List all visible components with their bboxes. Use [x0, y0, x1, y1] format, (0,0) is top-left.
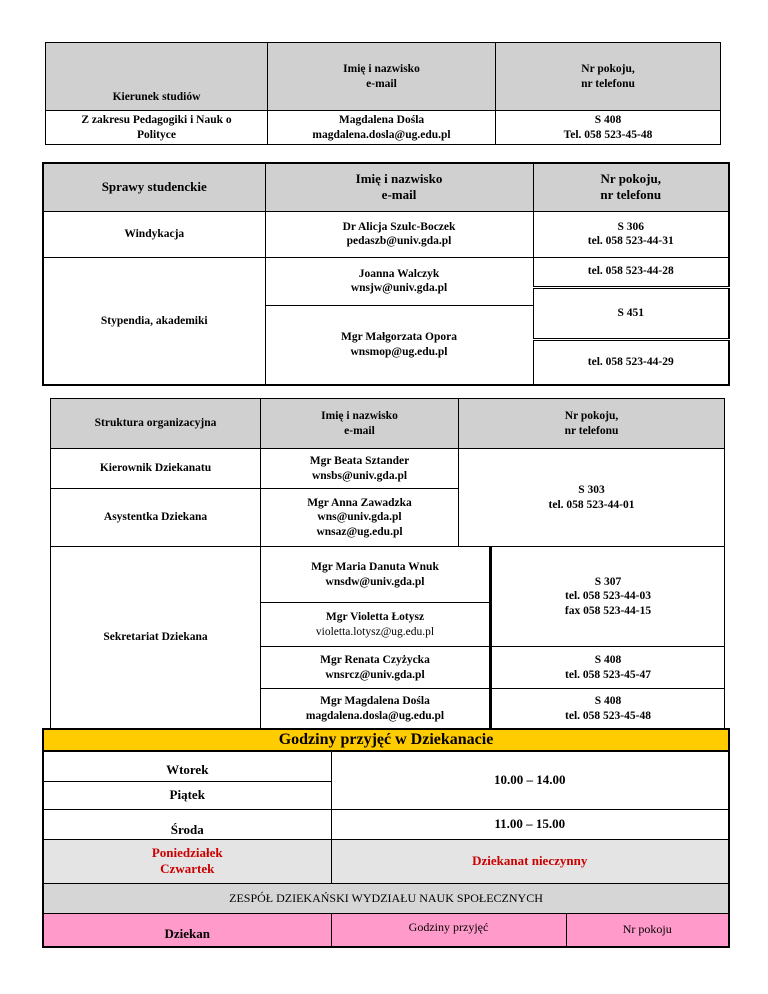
- header-imie: Imię i nazwisko e-mail: [261, 399, 459, 449]
- cell-shared-room: S 303 tel. 058 523-44-01: [459, 449, 725, 547]
- cell-stypendia-person1: Joanna Walczyk wnsjw@univ.gda.pl: [265, 257, 533, 305]
- team-col-godziny: Godziny przyjęć: [331, 913, 566, 947]
- cell-kierunek: Z zakresu Pedagogiki i Nauk o Polityce: [46, 111, 268, 145]
- table-struktura: [50, 398, 725, 729]
- cell-windykacja: Windykacja: [43, 211, 265, 257]
- day-piatek: Piątek: [43, 781, 331, 809]
- cell-kierownik-person: Mgr Beata Sztander wnsbs@univ.gda.pl: [261, 449, 459, 489]
- header-imie: Imię i nazwisko e-mail: [268, 43, 496, 111]
- header-kierunek: Kierunek studiów: [46, 43, 268, 111]
- cell-stypendia-person2: Mgr Małgorzata Opora wnsmop@ug.edu.pl: [265, 305, 533, 385]
- cell-stypendia: Stypendia, akademiki: [43, 257, 265, 385]
- hours-range-2: 11.00 – 15.00: [331, 809, 729, 839]
- team-col-pokoj: Nr pokoju: [566, 913, 729, 947]
- cell-room: S 408 Tel. 058 523-45-48: [496, 111, 721, 145]
- header-sprawy: Sprawy studenckie: [43, 163, 265, 211]
- table-kierunek-studiow: [45, 42, 721, 145]
- cell-stypendia-phone1: tel. 058 523-44-28: [533, 257, 729, 287]
- cell-asystentka: Asystentka Dziekana: [51, 489, 261, 547]
- table-godziny: [42, 728, 730, 948]
- day-sroda: Środa: [43, 809, 331, 839]
- closed-text: Dziekanat nieczynny: [331, 839, 729, 883]
- header-pokoj: Nr pokoju, nr telefonu: [496, 43, 721, 111]
- cell-sekretariat-p1: Mgr Maria Danuta Wnuk wnsdw@univ.gda.pl: [261, 547, 491, 603]
- cell-sekretariat-p2: Mgr Violetta Łotysz violetta.lotysz@ug.edu.pl: [261, 603, 491, 647]
- cell-sekretariat-p12-room: S 307 tel. 058 523-44-03 fax 058 523-44-15: [491, 547, 725, 647]
- hours-title: Godziny przyjęć w Dziekanacie: [43, 729, 729, 751]
- cell-person: Magdalena Dośla magdalena.dosla@ug.edu.pl: [268, 111, 496, 145]
- cell-stypendia-room: S 451: [533, 287, 729, 339]
- team-col-dziekan: Dziekan: [43, 913, 331, 947]
- cell-windykacja-room: S 306 tel. 058 523-44-31: [533, 211, 729, 257]
- cell-windykacja-person: Dr Alicja Szulc-Boczek pedaszb@univ.gda.pl: [265, 211, 533, 257]
- header-pokoj: Nr pokoju, nr telefonu: [533, 163, 729, 211]
- day-wtorek: Wtorek: [43, 751, 331, 781]
- cell-sekretariat: Sekretariat Dziekana: [51, 547, 261, 729]
- cell-sekretariat-p4: Mgr Magdalena Dośla magdalena.dosla@ug.edu.pl: [261, 689, 491, 729]
- cell-sekretariat-p4-room: S 408 tel. 058 523-45-48: [491, 689, 725, 729]
- team-title: ZESPÓŁ DZIEKAŃSKI WYDZIAŁU NAUK SPOŁECZNYCH: [43, 883, 729, 913]
- cell-sekretariat-p3-room: S 408 tel. 058 523-45-47: [491, 647, 725, 689]
- header-pokoj: Nr pokoju, nr telefonu: [459, 399, 725, 449]
- header-imie: Imię i nazwisko e-mail: [265, 163, 533, 211]
- hours-range-1: 10.00 – 14.00: [331, 751, 729, 809]
- cell-kierownik: Kierownik Dziekanatu: [51, 449, 261, 489]
- closed-days: Poniedziałek Czwartek: [43, 839, 331, 883]
- header-struktura: Struktura organizacyjna: [51, 399, 261, 449]
- cell-stypendia-phone2: tel. 058 523-44-29: [533, 339, 729, 385]
- table-sprawy-studenckie: [42, 162, 730, 386]
- cell-asystentka-person: Mgr Anna Zawadzka wns@univ.gda.pl wnsaz@ug.edu.pl: [261, 489, 459, 547]
- cell-sekretariat-p3: Mgr Renata Czyżycka wnsrcz@univ.gda.pl: [261, 647, 491, 689]
